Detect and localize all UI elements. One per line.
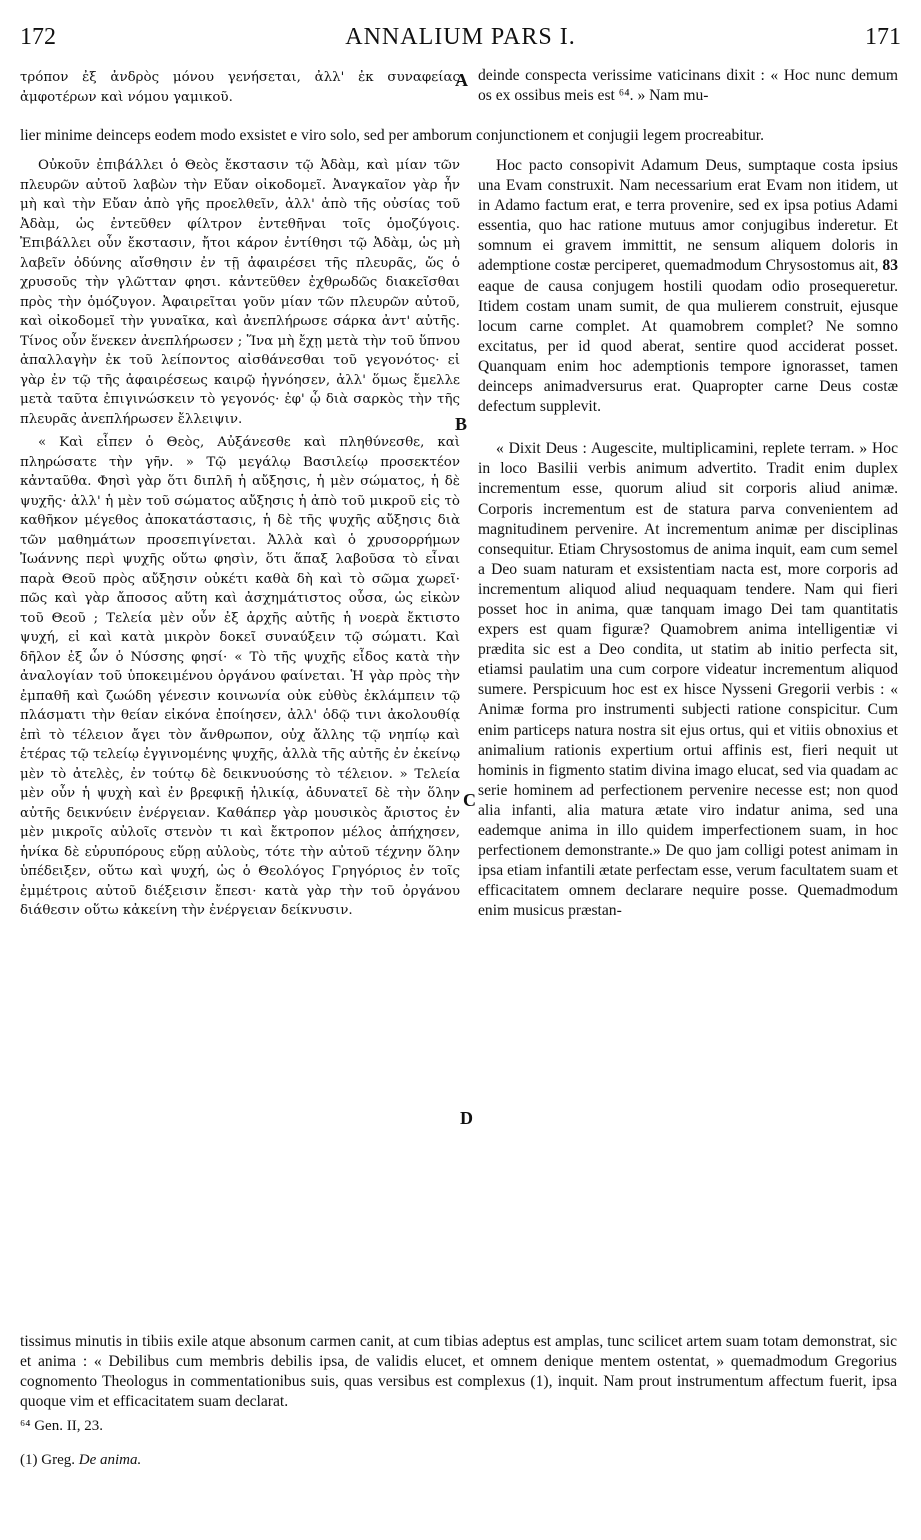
marginal-number: 83 [882,257,898,275]
greek-paragraph-1: Οὐκοῦν ἐπιβάλλει ὁ Θεὸς ἔκστασιν τῷ Ἀδὰμ, καὶ μίαν τῶν πλευρῶν αὐτοῦ λαβὼν τὴν Εὔαν οἰκοδομεῖ. Ἀναγκαῖον γὰρ ἦν μὴ καὶ τὴν Εὔαν ἀπὸ γῆς προελθεῖν, ἀλλ' ἀπὸ τῆς οὐσίας τοῦ Ἀδὰμ, ὡς ἐντεῦθεν φίλτρον ἐντεθῆναι τοῖς ὁμοζύγοις. Ἐπιβάλλει οὖν ἔκστασιν, ἤτοι κάρον ἐντίθησι τῷ Ἀδὰμ, ὡς μὴ λαβεῖν ὀδύνης αἴσθησιν ἐν τῇ ἀφαιρέσει τῆς πλευρᾶς, ὥς ὁ χρυσοῦς τὴν γλῶτταν φησι. κἀντεῦθεν ἐχθρωδῶς διακεῖσθαι πρὸς τὴν ὁμόζυγον. Ἀφαιρεῖται γοῦν μίαν τῶν πλευρῶν αὐτοῦ, καὶ οἰκοδομεῖ τὴν γυναῖκα, καὶ ἀνεπλήρωσε σάρκα ἀντ' αὐτῆς. Τίνος οὖν ἕνεκεν ἀνεπλήρωσεν ; Ἵνα μὴ ἔχῃ μετὰ τὴν τοῦ ὕπνου ἀπαλλαγὴν ἐκ τοῦ λείποντος αἰσθάνεσθαι τοῦ γεγονότος· εἰ γὰρ ἐν τῷ τῆς ἀφαιρέσεως καιρῷ ἠγνόησεν, ἀλλ' ὅμως ἔμελλε μετὰ ταῦτα ἐπιγινώσκειν τὸ γεγονός· ἐφ' ᾧ διὰ σαρκὸς τὴν τῆς πλευρᾶς ἀνεπλήρωσεν ἔλλειψιν. [20,158,460,427]
latin-lead: deinde conspecta verissime vaticinans dixit : « Hoc nunc demum os ex ossibus meis est ⁶⁴. » Nam mu- [478,67,898,104]
margin-marker-b: B [455,414,468,434]
running-title: ANNALIUM PARS I. [345,24,576,50]
page-header [20,24,901,60]
greek-lead: τρόπον ἐξ ἀνδρὸς μόνου γενήσεται, ἀλλ' ἐκ συναφείας ἀμφοτέρων καὶ νόμου γαμικοῦ. [20,70,460,105]
latin-paragraph-1: Hoc pacto consopivit Adamum Deus, sumptaque costa ipsius una Evam construxit. Nam necessarium erat Evam non itidem, ut in Adamo factum erat, e terra provenire, sed ex ipsa potius Adami essentia, quo hac ratione mutuus amor conjugibus inderetur. Et somnum ei gravem immittit, ne sensum aliquem doloris in ademptione costæ perciperet, quemadmodum Chrysostomus ait, 83 eaque de causa conjugem hostili quodam odio prosequeretur. Itidem costam unam sumit, de qua mulierem construit, ejusque locum carne complet. At quamobrem complet? Ne somno excitatus, per id quod aberat, sentire quod acciderat posset. Quanquam enim hoc ademptionis tempore ignorasset, tamen deinceps animadversurus erat. Quapropter carne Deus costæ defectum supplevit. [478,157,898,416]
full-width-latin-top: lier minime deinceps eodem modo exsistet e viro solo, sed per amborum conjunctionem et conjugii legem procreabitur. [20,126,764,144]
greek-paragraph-2: « Καὶ εἶπεν ὁ Θεὸς, Αὐξάνεσθε καὶ πληθύνεσθε, καὶ πληρώσατε τὴν γῆν. » Τῷ μεγάλῳ Βασιλείῳ προσεκτέον κἀνταῦθα. Φησὶ γὰρ ὅτι διπλῆ ἡ αὔξησις, ἡ μὲν σώματος, ἡ δὲ ψυχῆς· ἀλλ' ἡ μὲν τοῦ σώματος αὔξησις ἡ ἀπὸ τοῦ μικροῦ εἰς τὸ καθῆκον μέγεθος ἀποκατάστασις, ἡ δὲ τῆς ψυχῆς αὔξησις διὰ τῶν μαθημάτων προσεπιγίνεται. Ἀλλὰ καὶ ὁ χρυσορρήμων Ἰωάννης περὶ ψυχῆς οὕτω φησὶν, ὅτι ἅπαξ λαβοῦσα τὸ εἶναι παρὰ Θεοῦ πρὸς αὔξησιν οὐκέτι καθὰ δὴ καὶ τὸ σῶμα χωρεῖ· πῶς καὶ γὰρ ἄποσος αὕτη καὶ ἀσχημάτιστος οὖσα, ὡς εἰκὼν τοῦ Θεοῦ ; Τελεία μὲν οὖν ἐξ ἀρχῆς αὐτῆς ἡ νοερὰ ἔκτιστο ψυχή, εἰ καὶ κατὰ μικρὸν δοκεῖ συναύξειν τῷ σώματι. Καὶ δῆλον ἐξ ὧν ὁ Νύσσης φησί· « Τὸ τῆς ψυχῆς εἶδος κατὰ τὴν ἀναλογίαν τοῦ ὑποκειμένου ὀργάνου φαίνεται. Ἡ γὰρ πρὸς τὴν ἐμπαθῆ καὶ ζωώδη γένεσιν κοινωνία οὐκ εὐθὺς ἐκλάμπειν τῷ πλάσματι τὴν θείαν εἰκόνα ἐποίησεν, ἀλλ' ὁδῷ τινι ἀκολουθίᾳ ἐπὶ τὸ τέλειον ἄγει τὸν ἄνθρωπον, οὐχ ἄλλης τῷ νηπίῳ καὶ ἑτέρας τῷ τελείῳ ἐγγινομένης ψυχῆς, ἀλλὰ τῆς αὐτῆς ἐν ἐκείνῳ μὲν τὸ ἀτελὲς, ἐν τούτῳ δὲ δεικνυούσης τὸ τέλειον. » Τελεία μὲν οὖν ἡ ψυχὴ καὶ ἐν βρεφικῇ ἡλικίᾳ, ἀδυνατεῖ δὲ τὴν ὅλην αὐτῆς δεικνύειν ἐνέργειαν. Καθάπερ γὰρ μουσικὸς ἄριστος ἐν μὲν μικροῖς αὐλοῖς στενὸν τι καὶ ἔκτροπον μέλος ἀπήχησεν, ἡνίκα δὲ εὐρυπόρους εὕρῃ αὐλοὺς, τότε τὴν αὐτοῦ τέχνην ὅλην ὑπέδειξεν, οὕτω καὶ ψυχή, ὡς ὁ Θεολόγος Γρηγόριος ἐν τοῖς ἐμμέτροις αὐτοῦ διέξεισιν ἔπεσι· κατὰ γὰρ τὴν τοῦ ὀργάνου διάθεσιν οὕτω κἀκείνη τὴν ἐνέργειαν δείκνυσιν. [20,435,460,918]
margin-marker-d: D [460,1108,473,1128]
footnote-64: ⁶⁴ Gen. II, 23. [20,1418,103,1434]
margin-marker-a: A [455,70,468,90]
footnote-1: (1) Greg. De anima. [20,1452,142,1468]
page-number-right: 171 [865,24,901,50]
right-column-latin [478,156,898,921]
full-width-latin-bottom: tissimus minutis in tibiis exile atque absonum carmen canit, at cum tibias adeptus est amplas, tunc scilicet artem suam totam demonstrat, sic et anima : « Debilibus cum membris debilis ipsa, de validis elucet, et omnem denique mentem ostentat, » quemadmodum Gregorius cognomento Theologus in commentationibus suis, quas versibus est complexus (1), inquit. Nam prout instrumentum affectum fuerit, ipsa quoque vim et efficacitatem suam declarat. [20,1332,897,1410]
margin-marker-c: C [463,790,476,810]
left-column-greek [20,156,460,921]
page-number-left: 172 [20,24,56,50]
footnotes [20,1414,897,1472]
latin-paragraph-2: « Dixit Deus : Augescite, multiplicamini, replete terram. » Hoc in loco Basilii verbis animum advertito. Tradit enim duplex incrementum esse, quorum aliud sit corporis aliud animæ. Corporis incrementum est de statura parva convenientem ad magnitudinem pervenire. At incrementum animæ per disciplinas consequitur. Etiam Chrysostomus de anima inquit, eam cum semel a Deo suam naturam et exsistentiam nacta est, more corporis ad incrementum aliquod aliud nequaquam tendere. Nam qui fieri posset hoc in anima, quæ tanquam imago Dei tam quantitatis expers est quam figuræ? Quamobrem anima intelligentiæ vi prædita sic est a Deo condita, ut statim ab initio perfecta sit, etiamsi paulatim una cum corpore videatur incrementum aliquod sumere. Perspicuum hoc est ex hisce Nysseni Gregorii verbis : « Animæ forma pro instrumenti subjecti ratione conspicitur. Cum enim particeps natura nostra sit ejus ortus, qui et vitiis obnoxius et animalium rationis expertium ortui affinis est, fieri nequit ut hominis in figmento statim divina imago elucat, sed via quadam ac serie hominem ad perfectionem pervenire necesse est; non quod alia infanti, alia matura ætate viro indatur anima, sed una eademque anima in illo quidem imperfectionem suam, in hoc perfectionem demonstrante.» De quo jam colligi potest animam in ipsa etiam infantili ætate perfectam esse, verum facultatem suam et efficacitatem omnem declarare nequire posse. Quemadmodum enim musicus præstan- [478,440,898,920]
